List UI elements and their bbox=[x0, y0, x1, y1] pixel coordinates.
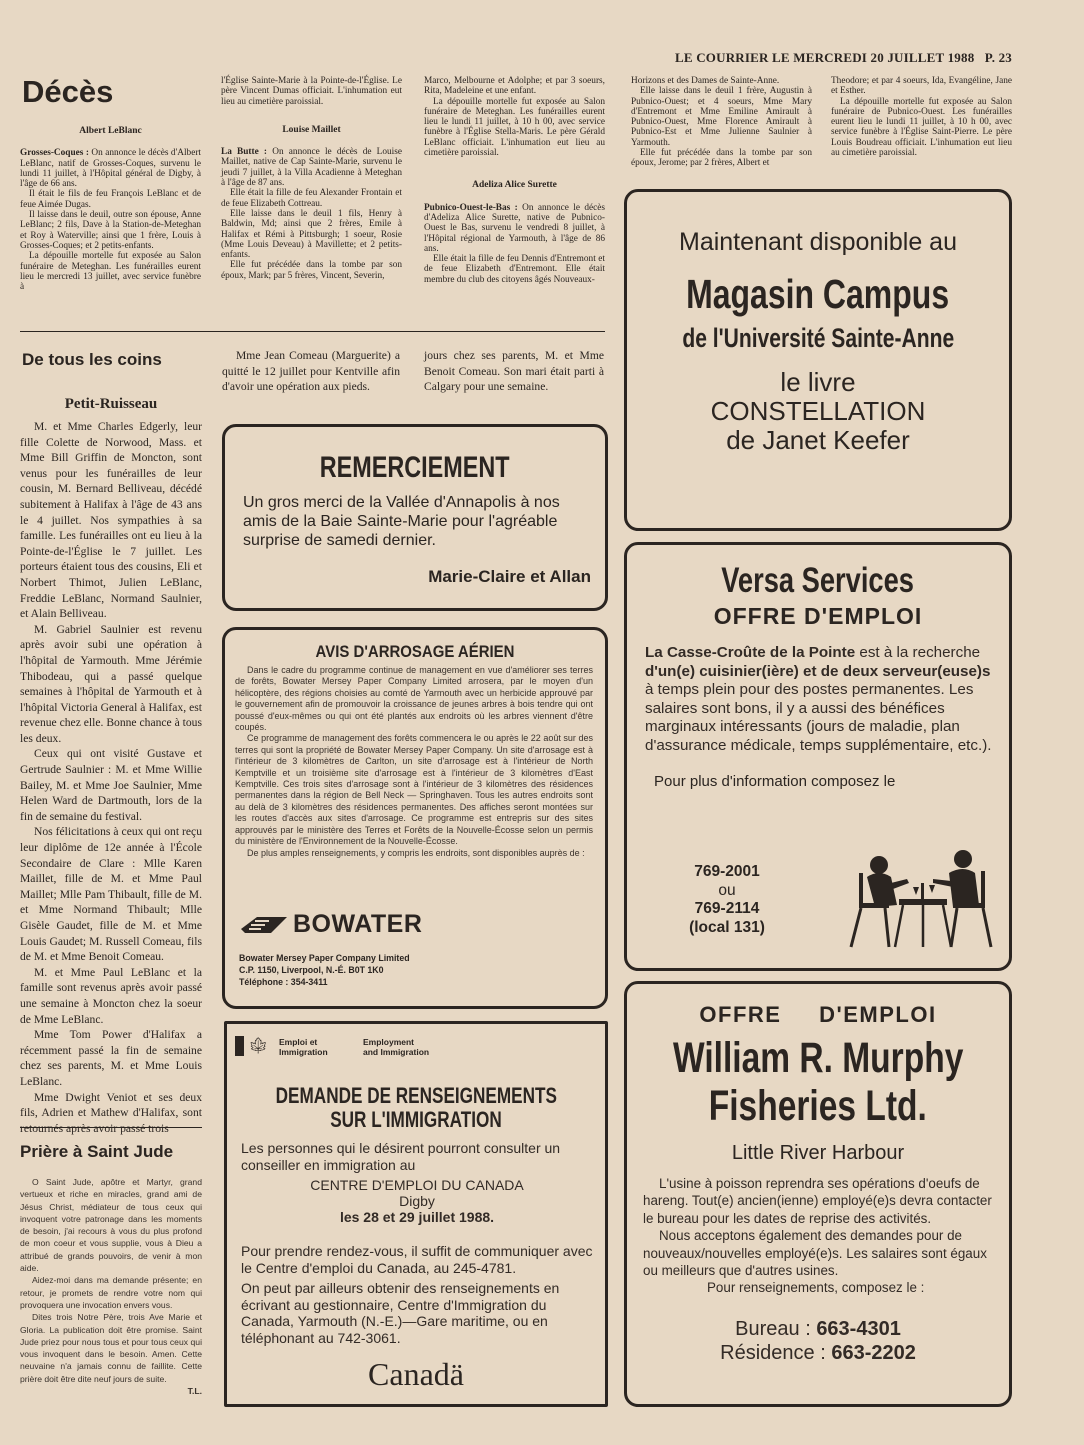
obit-name: Albert LeBlanc bbox=[79, 126, 142, 136]
prayer-paragraph: Aidez-moi dans ma demande présente; en retour, je promets de rendre votre nom qui provoquera une invocation envers vous. bbox=[20, 1275, 202, 1310]
obit-paragraph: Elle était la fille de feu Alexander Frontain et de feue Elizabeth Cottreau. bbox=[221, 188, 402, 209]
avis-arrosage-ad bbox=[222, 627, 608, 1009]
immigration-paragraph: Les personnes qui le désirent pourront consulter un conseiller en immigration au bbox=[241, 1140, 561, 1173]
murphy-ad bbox=[624, 981, 1012, 1407]
murphy-paragraph: Pour renseignements, composez le : bbox=[707, 1280, 925, 1296]
murphy-body bbox=[643, 1175, 997, 1297]
news-paragraph: M. et Mme Paul LeBlanc et la famille sont revenus après avoir passé une semaine à Moncton chez la soeur de Mme LeBlanc. bbox=[20, 965, 202, 1026]
obit-paragraph: Il était le fils de feu François LeBlanc et de feue Aimée Dugas. bbox=[20, 189, 201, 210]
page-header: LE COURRIER LE MERCREDI 20 JUILLET 1988 P. 23 bbox=[675, 50, 1012, 65]
obit-paragraph: Elle était la fille de feu Dennis d'Entremont et de feue Elizabeth d'Entremont. Elle était membre du club des citoyens âgés Nouveaux- bbox=[424, 254, 605, 285]
news-paragraph: M. et Mme Charles Edgerly, leur fille Colette de Norwood, Mass. et Mme Bill Griffin de Moncton, sont venus pour les funérailles de leur cousin, M. Bernard Belliveau, décédé subitement à Halifax à l'âge de 43 ans le 4 juillet. Nos sympathies à sa famille. Les funérailles ont eu lieu à la Pointe-de-l'Église le 7 juillet. Les porteurs étaient tous des cousins, Eli et Norbert Thimot, Julien LeBlanc, Freddie LeBlanc, Normand Saulnier, et Alain Belliveau. bbox=[20, 420, 202, 621]
canada-wordmark: Canadä bbox=[368, 1356, 464, 1392]
immigration-paragraph: On peut par ailleurs obtenir des renseignements en écrivant au gestionnaire, Centre d'Immigration du Canada, Yarmouth (N.-E.)—Gare maritime, ou en téléphonant au 742-3061. bbox=[241, 1280, 560, 1346]
canada-flag-icon: 🍁︎ bbox=[235, 1036, 268, 1056]
news-paragraph: Mme Dwight Veniot et ses deux fils, Adrien et Mathew d'Halifax, sont retournés après avoir passé trois bbox=[20, 1090, 202, 1135]
news-paragraph: Mme Jean Comeau (Marguerite) a quitté le 12 juillet pour Kentville afin d'avoir une opération aux pieds. bbox=[222, 349, 400, 394]
obit-paragraph: Elle fut précédée dans la tombe par son époux, Mark; par 5 frères, Vincent, Severin, bbox=[221, 260, 402, 281]
coins-subtitle: Petit-Ruisseau bbox=[64, 396, 158, 412]
bowater-address bbox=[239, 952, 410, 988]
immigration-title-2: SUR L'IMMIGRATION bbox=[330, 1107, 502, 1132]
obit-name: Louise Maillet bbox=[282, 124, 341, 135]
immigration-body bbox=[241, 1140, 593, 1346]
murphy-paragraph: Nous acceptons également des demandes pour de nouveaux/nouvelles employé(e)s. Les salaires sont égaux ou meilleurs que d'autres usines. bbox=[643, 1228, 987, 1279]
obit-paragraph: Marco, Melbourne et Adolphe; et par 3 soeurs, Rita, Madeleine et une enfant. bbox=[424, 76, 605, 97]
news-paragraph: Nos félicitations à ceux qui ont reçu leur diplôme de 12e année à l'École Secondaire de Clare : Mlle Karen Maillet, fille de M. et Mme Paul Maillet; Mlle Pam Thibault, fille de M. et Mme Normand Thibault; Mlle Gisèle Gaudet, fille de M. et Mme Louis Gaudet; M. Russell Comeau, fils de M. et Mme Benoit Comeau. bbox=[20, 825, 202, 964]
prayer-paragraph: O Saint Jude, apôtre et Martyr, grand vertueux et riche en miracles, grand ami de Jésus Christ, médiateur de tous ceux qui invoquent votre patronage dans les moments de besoin, j'ai recours à vous du plus profond de mon coeur et vous supplie, vous à Dieu a attribué de grands pouvoirs, de venir à mon aide. bbox=[20, 1177, 202, 1274]
campus-store-name: Magasin Campus bbox=[686, 271, 950, 317]
versa-phones: 769-2001 ou 769-2114 (local 131) bbox=[689, 863, 765, 936]
obit-paragraph: l'Église Sainte-Marie à la Pointe-de-l'Église. Le père Vincent Dumas officiait. L'inhumation eut lieu au cimetière paroissial. bbox=[221, 76, 402, 107]
news-paragraph: M. Gabriel Saulnier est revenu après avoir subi une opération à l'hôpital de Yarmouth. Mme Jérémie Thibodeau, qui a passé quelque semaines à l'hôpital de Yarmouth et à l'hôpital Victoria General à Halifax, est revenue chez elle. Bonne chance à tous les deux. bbox=[20, 622, 202, 745]
obit-paragraph: La dépouille mortelle fut exposée au Salon funéraire de Meteghan. Les funérailles eurent lieu le lundi 11 juillet, à 10 h 00, avec service funèbre à l'Église Stella-Maris. Le père Gérald LeBlanc officiait. L'inhumation eut lieu au cimetière paroissial. bbox=[424, 96, 605, 159]
versa-ad bbox=[624, 542, 1012, 971]
avis-title: AVIS D'ARROSAGE AÉRIEN bbox=[315, 642, 515, 661]
dept-name-fr: Emploi et Immigration bbox=[279, 1037, 328, 1057]
section-rule bbox=[20, 331, 605, 332]
campus-line: Maintenant disponible au bbox=[679, 228, 957, 256]
dept-name-en: Employment and Immigration bbox=[363, 1037, 430, 1057]
murphy-subtitle: OFFRE D'EMPLOI bbox=[699, 1002, 937, 1027]
obit-paragraph: La dépouille mortelle fut exposée au Salon funéraire de Pubnico-Ouest. Les funérailles eurent lieu le lundi 11 juillet, à 10 h 00, avec service funèbre à l'Église Saint-Pierre. Le père Louis Boudreau officiait. L'inhumation eut lieu au cimetière paroissial. bbox=[831, 96, 1012, 159]
avis-paragraph: Ce programme de management des forêts commencera le ou après le 22 août sur des terres qui sont la propriété de Bowater Mersey Paper Company. Un site d'arrosage est à l'intérieur de 3 kilomètres de Carlton, un site d'arrosage est à l'intérieur de North Kemptville et un troisième site d'arrosage est à l'intérieur de 3 kilomètres d'East Kemptville. Ces trois sites d'arrosage sont à l'intérieur de 3 kilomètres des résidences permanentes dans la région de Bell Neck — Springhaven. Tous les autres endroits sont au delà de 3 kilomètres des résidences permanentes. Des affiches seront montées sur les routes d'accès aux sites d'arrosage. Ce programme est entrepris sur des sites approuvés par le ministère des Terres et Forêts de la Nouvelle-Écosse selon un permis du ministère de l'Environnement de la Nouvelle-Écosse. bbox=[235, 733, 593, 847]
coins-title: De tous les coins bbox=[22, 350, 162, 369]
remerciement-ad bbox=[222, 424, 608, 611]
news-paragraph: Ceux qui ont visité Gustave et Gertrude Saulnier : M. et Mme Willie Bailey, M. et Mme Joe Saulnier, Mme Helen Ward de Dartmouth, lors de la fin de semaine du festival. bbox=[20, 747, 202, 823]
section-rule bbox=[20, 1127, 202, 1128]
versa-info: Pour plus d'information composez le bbox=[654, 773, 896, 790]
jude-title: Prière à Saint Jude bbox=[20, 1142, 174, 1161]
jude-text bbox=[20, 1176, 202, 1397]
obit-col-1 bbox=[20, 112, 201, 292]
obit-paragraph: Grosses-Coques : On annonce le décès d'Albert LeBlanc, natif de Grosses-Coques, survenu le lundi 11 juillet, à l'Hôpital général de Digby, à l'âge de 66 ans. bbox=[20, 148, 201, 190]
coins-column-2 bbox=[222, 348, 400, 395]
obit-paragraph: Elle laisse dans le deuil 1 frère, Augustin à Pubnico-Ouest; et 4 soeurs, Mme Mary d'Entremont et Mme Emiline Amirault à Pubnico-Ouest, Mme Florence Amirault à Pubnico-Est et Mme Julienne Saulnier à Yarmouth. bbox=[631, 86, 812, 148]
coins-column-3 bbox=[424, 348, 604, 395]
prayer-paragraph: Dites trois Notre Père, trois Ave Marie et Gloria. La publication doit être promise. Saint Jude priez pour nous tous et pour tous ceux qui vous invoquent dans le besoin. Amen. Cette neuvaine n'a jamais connu de faillite. Cette prière doit être dite neuf jours de suite. bbox=[20, 1312, 202, 1384]
obit-col-2 bbox=[221, 76, 402, 281]
obit-col-4 bbox=[631, 76, 812, 169]
campus-ad bbox=[624, 189, 1012, 531]
obit-paragraph: Horizons et des Dames de Sainte-Anne. bbox=[631, 76, 780, 86]
campus-book: le livre CONSTELLATION de Janet Keefer bbox=[710, 367, 926, 455]
murphy-company-line-2: Fisheries Ltd. bbox=[708, 1082, 928, 1130]
avis-paragraph: De plus amples renseignements, y compris les endroits, sont disponibles auprès de : bbox=[247, 847, 585, 858]
remerciement-title: REMERCIEMENT bbox=[320, 451, 510, 484]
obit-col-3 bbox=[424, 76, 605, 285]
obit-paragraph: La dépouille mortelle fut exposée au Salon funéraire de Meteghan. Les funérailles eurent lieu le mercredi 13 juillet, avec service funèbre à bbox=[20, 251, 201, 293]
versa-title: Versa Services bbox=[721, 561, 915, 600]
murphy-paragraph: L'usine à poisson reprendra ses opérations d'oeufs de hareng. Tout(e) ancien(ienne) employé(e)s devra contacter le bureau pour les dates de reprise des activités. bbox=[643, 1176, 992, 1226]
obit-paragraph: Theodore; et par 4 soeurs, Ida, Evangéline, Jane et Esther. bbox=[831, 76, 1012, 97]
address-line: C.P. 1150, Liverpool, N.-É. B0T 1K0 bbox=[239, 965, 384, 975]
murphy-phones: Bureau : 663-4301 Résidence : 663-2202 bbox=[720, 1317, 916, 1364]
coins-column bbox=[20, 419, 202, 1136]
immigration-ad bbox=[224, 1021, 608, 1407]
campus-university: de l'Université Sainte-Anne bbox=[682, 323, 954, 353]
obit-paragraph: Il laisse dans le deuil, outre son épouse, Anne LeBlanc; 2 fils, Dave à la Station-de-Meteghan et Roy à Waterville; ainsi que 1 frère, Louis à Grosses-Coques; et 2 petits-enfants. bbox=[20, 210, 201, 251]
news-paragraph: Mme Tom Power d'Halifax a récemment passé la fin de semaine chez ses parents, M. et Mme Louis LeBlanc. bbox=[20, 1028, 202, 1088]
immigration-title-1: DEMANDE DE RENSEIGNEMENTS bbox=[275, 1083, 557, 1108]
avis-paragraph: Dans le cadre du programme continue de management en vue d'améliorer ses terres de forêts, Bowater Mersey Paper Company Limited arrosera, par le moyen d'un hélicoptère, des régions choisies au comté de Yarmouth avec un herbicide approuvé par le gouvernement afin de promouvoir la croissance de jeunes arbres à bois tendre qui ont poussé d'eux-mêmes ou qui ont été plantés aux endroits où les arbres viennent d'être coupés. bbox=[235, 665, 593, 733]
address-line: Bowater Mersey Paper Company Limited bbox=[239, 953, 410, 963]
bowater-logo bbox=[239, 910, 422, 939]
obit-col-5 bbox=[831, 76, 1012, 158]
remerciement-text: Un gros merci de la Vallée d'Annapolis à nos amis de la Baie Sainte-Marie pour l'agréable surprise de samedi dernier. bbox=[243, 494, 560, 549]
immigration-paragraph: Pour prendre rendez-vous, il suffit de communiquer avec le Centre d'emploi du Canada, au 245-4781. bbox=[241, 1243, 593, 1276]
bowater-wordmark: BOWATER bbox=[293, 910, 423, 938]
obit-paragraph: Elle fut précédée dans la tombe par son époux, Jerome; par 2 frères, Albert et bbox=[631, 148, 812, 169]
immigration-centre: CENTRE D'EMPLOI DU CANADA Digby les 28 et 29 juillet 1988. bbox=[310, 1177, 524, 1225]
remerciement-signature: Marie-Claire et Allan bbox=[428, 567, 591, 586]
avis-text bbox=[235, 665, 593, 859]
bowater-emblem-icon bbox=[239, 913, 289, 937]
murphy-place: Little River Harbour bbox=[731, 1142, 905, 1164]
murphy-company-line-1: William R. Murphy bbox=[672, 1034, 964, 1082]
versa-text: La Casse-Croûte de la Pointe est à la recherche d'un(e) cuisinier(ière) et de deux serveur(euse)s à temps plein pour des postes permanentes. Les salaires sont bons, il y a aussi des bénéfices marginaux intéressants (jours de maladie, plan d'assurance médicale, temps supplémentaire, etc.). bbox=[645, 644, 992, 754]
deces-title: Décès bbox=[22, 74, 114, 109]
obit-paragraph: Pubnico-Ouest-le-Bas : On annonce le décès d'Adeliza Alice Surette, native de Pubnico-Ouest le Bas, survenu le vendredi 8 juillet, à l'Hôpital régional de Yarmouth, à l'âge de 86 ans. bbox=[424, 202, 605, 254]
versa-subtitle: OFFRE D'EMPLOI bbox=[713, 603, 923, 629]
address-line: Téléphone : 354-3411 bbox=[239, 977, 328, 987]
news-paragraph: jours chez ses parents, M. et Mme Benoit Comeau. Son mari était parti à Calgary pour une semaine. bbox=[424, 349, 604, 394]
prayer-signature: T.L. bbox=[187, 1386, 202, 1397]
dining-couple-illustration bbox=[837, 843, 997, 953]
obit-name: Adeliza Alice Surette bbox=[472, 180, 557, 191]
obit-paragraph: La Butte : On annonce le décès de Louise Maillet, native de Cap Sainte-Marie, survenu le jeudi 7 juillet, à la Villa Acadienne à Meteghan à l'âge de 87 ans. bbox=[221, 147, 402, 189]
obit-paragraph: Elle laisse dans le deuil 1 fils, Henry à Baldwin, Md; ainsi que 2 frères, Emile à Halifax et Rémi à Pittsburgh; 1 soeur, Rosie (Mme Louis Deveau) à Mavillette; et 2 petits-enfants. bbox=[221, 208, 402, 261]
